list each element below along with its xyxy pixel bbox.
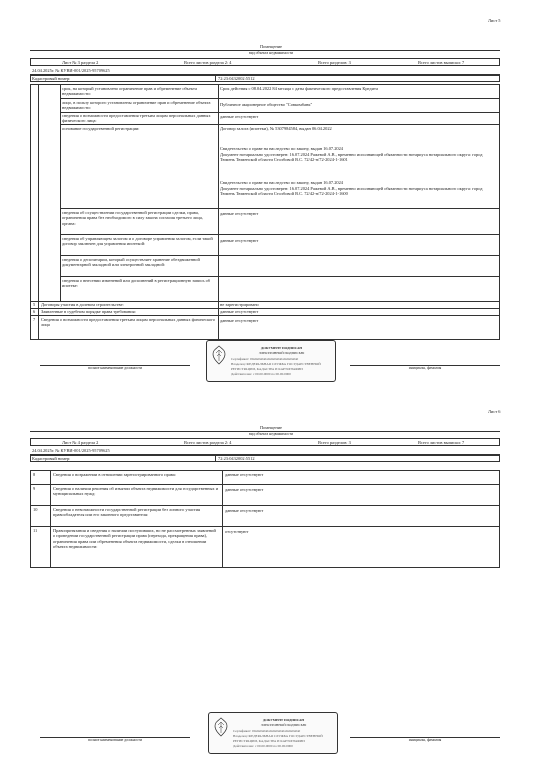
sections-total: Всего разделов: 3 [318,439,351,445]
stamp-certificate: Сертификат: 00a0a0a0a0a0a0a0a0a0a0a0a0a0a0 [231,357,299,361]
basis-note-1: Свидетельство о праве на наследство по закону, выдан 16.07.2024 [220,146,343,151]
row-beneficiary-label: лицо, в пользу которого установлены ограничение прав и обременение объекта недвижимости: [62,100,211,111]
row-number: 10 [33,507,38,512]
row-third-party-data-value: данные отсутствуют [220,318,259,323]
row-amendments-label: сведения о внесении изменений или дополнений в регистрационную запись об ипотеке: [62,278,210,289]
cadastral-row [30,75,500,82]
sheets-total: Всего листов выписки: 7 [418,439,465,445]
row-number: 5 [33,302,36,307]
row-number: 11 [33,528,38,533]
row-term-label: срок, на который установлено ограничение прав и обременение объекта недвижимости: [62,86,197,97]
stamp-validity: Действителен: с 00.00.0000 по 00.00.0000 [231,372,291,376]
name-caption: инициалы, фамилия [408,366,442,370]
e-signature-stamp [208,712,338,754]
row-number: 9 [33,486,36,491]
object-type-caption: вид объекта недвижимости [248,432,294,436]
basis-note-3: Свидетельство о праве на наследство по закону, выдан 16.07.2024 [220,180,343,185]
row-consent-label: сведения об осуществлении государственной регистрации сделки, права, ограничения права без необходимого в силу закона согласия третьего лица, органа: [62,210,203,226]
row-personal-data-value: данные отсутствуют [220,114,259,119]
stamp-certificate: Сертификат: 00a0a0a0a0a0a0a0a0a0a0a0a0a0a0 [233,729,301,733]
row-term-value: Срок действия с 08.04.2022 84 месяца с даты фактического предоставления Кредита [220,86,378,91]
section-sheets-total: Всего листов раздела 2: 4 [184,439,232,445]
sheets-total: Всего листов выписки: 7 [418,59,465,65]
basis-note-4: Документ нотариально удостоверен: 16.07.2024 Ражевой А.В., временно исполняющей обязанности нотариуса нотариального округа: город Тюмень Тюменской области Столбовой В.С. 72/42-н/72-2024-1-1600 [220,186,483,197]
row-beneficiary-value: Публичное акционерное общество "Совкомбанк" [220,102,313,107]
row-personal-data-label: сведения о возможности предоставления третьим лицам персональных данных физического лица: [62,113,211,124]
sheet-no: Лист № 3 раздела 2 [62,59,99,65]
row-third-party-data-label: Сведения о возможности предоставления третьим лицам персональных данных физического лица [41,317,216,328]
stamp-title: ДОКУМЕНТ ПОДПИСАН [262,718,305,722]
object-type: Помещение [260,44,282,49]
stamp-owner-cont: РЕГИСТРАЦИИ, КАДАСТРА И КАРТОГРАФИИ [231,367,303,371]
row-consent-value: данные отсутствуют [220,211,259,216]
e-signature-stamp [206,340,336,382]
sheet-number: Лист 6 [488,409,501,414]
cadastral-value: 72:23:0432002:5512 [218,76,255,81]
coat-of-arms-icon [211,345,227,365]
row-depositary-label: сведения о депозитарии, который осуществляет хранение обездвиженной документарной закладной или электронной закладной: [62,257,200,268]
position-caption: полное наименование должности [88,366,142,370]
sheet-number: Лист 5 [488,18,501,23]
row-number: 8 [33,472,36,477]
row-claims-label: Заявленные в судебном порядке права требования: [41,309,136,314]
row-shared-construction-value: не зарегистрировано [220,302,259,307]
cadastral-label: Кадастровый номер: [32,456,71,461]
row-objection-label: Сведения о возражении в отношении зарегистрированного права: [53,472,176,477]
stamp-owner: Владелец: ФЕДЕРАЛЬНАЯ СЛУЖБА ГОСУДАРСТВЕННОЙ [231,362,321,366]
cadastral-row [30,455,500,462]
sections-total: Всего разделов: 3 [318,59,351,65]
cadastral-label: Кадастровый номер: [32,76,71,81]
row-basis-label: основание государственной регистрации: [62,126,140,131]
extract-date-number: 24.04.2025г. № КУВИ-001/2025-95709625 [32,448,110,453]
object-type-caption: вид объекта недвижимости [248,51,294,55]
row-personal-presence-label: Сведения о невозможности государственной регистрации без личного участия правообладателя или его законного представителя: [53,507,201,518]
stamp-validity: Действителен: с 00.00.0000 по 00.00.0000 [233,744,293,748]
position-caption: полное наименование должности [88,738,142,742]
row-shared-construction-label: Договоры участия в долевом строительстве: [41,302,124,307]
row-number: 7 [33,317,36,322]
sheet-no: Лист № 4 раздела 2 [62,439,99,445]
row-pledge-manager-value: данные отсутствуют [220,238,259,243]
extract-date-number: 24.04.2025г. № КУВИ-001/2025-95709625 [32,68,110,73]
row-personal-presence-value: данные отсутствуют [225,508,264,513]
coat-of-arms-icon [213,717,229,737]
stamp-owner: Владелец: ФЕДЕРАЛЬНАЯ СЛУЖБА ГОСУДАРСТВЕННОЙ [233,734,323,738]
row-seizure-value: данные отсутствуют [225,487,264,492]
row-claims-value: данные отсутствуют [220,309,259,314]
name-caption: инициалы, фамилия [408,738,442,742]
row-basis-value: Договор залога (ипотеки), № 5307984584, выдан 06.04.2022 [220,126,332,131]
stamp-subtitle: ЭЛЕКТРОННОЙ ПОДПИСЬЮ [258,351,305,355]
row-seizure-label: Сведения о наличии решения об изъятии объекта недвижимости для государственных и муниципальных нужд: [53,486,219,497]
cadastral-value: 72:23:0432002:5512 [218,456,255,461]
row-pending-claims-value: отсутствуют [225,529,249,534]
row-pending-claims-label: Правопритязания и сведения о наличии поступивших, но не рассмотренных заявлений о проведении государственной регистрации права (перехода, прекращения права), ограничения права или обременения объекта недвижимости, сделки в отношении объекта недвижимости: [53,528,216,549]
stamp-subtitle: ЭЛЕКТРОННОЙ ПОДПИСЬЮ [260,723,307,727]
row-pledge-manager-label: сведения об управляющем залогом и о договоре управления залогом, если такой договор заключен для управления ипотекой: [62,236,213,247]
row-number: 6 [33,309,36,314]
row-objection-value: данные отсутствуют [225,472,264,477]
object-type: Помещение [260,425,282,430]
stamp-owner-cont: РЕГИСТРАЦИИ, КАДАСТРА И КАРТОГРАФИИ [233,739,305,743]
stamp-title: ДОКУМЕНТ ПОДПИСАН [260,346,303,350]
section-sheets-total: Всего листов раздела 2: 4 [184,59,232,65]
basis-note-2: Документ нотариально удостоверен: 16.07.2024 Ражевой А.В., временно исполняющей обязанности нотариуса нотариального округа: город Тюмень Тюменской области Столбовой В.С. 72/42-н/72-2024-1-1601 [220,152,483,163]
